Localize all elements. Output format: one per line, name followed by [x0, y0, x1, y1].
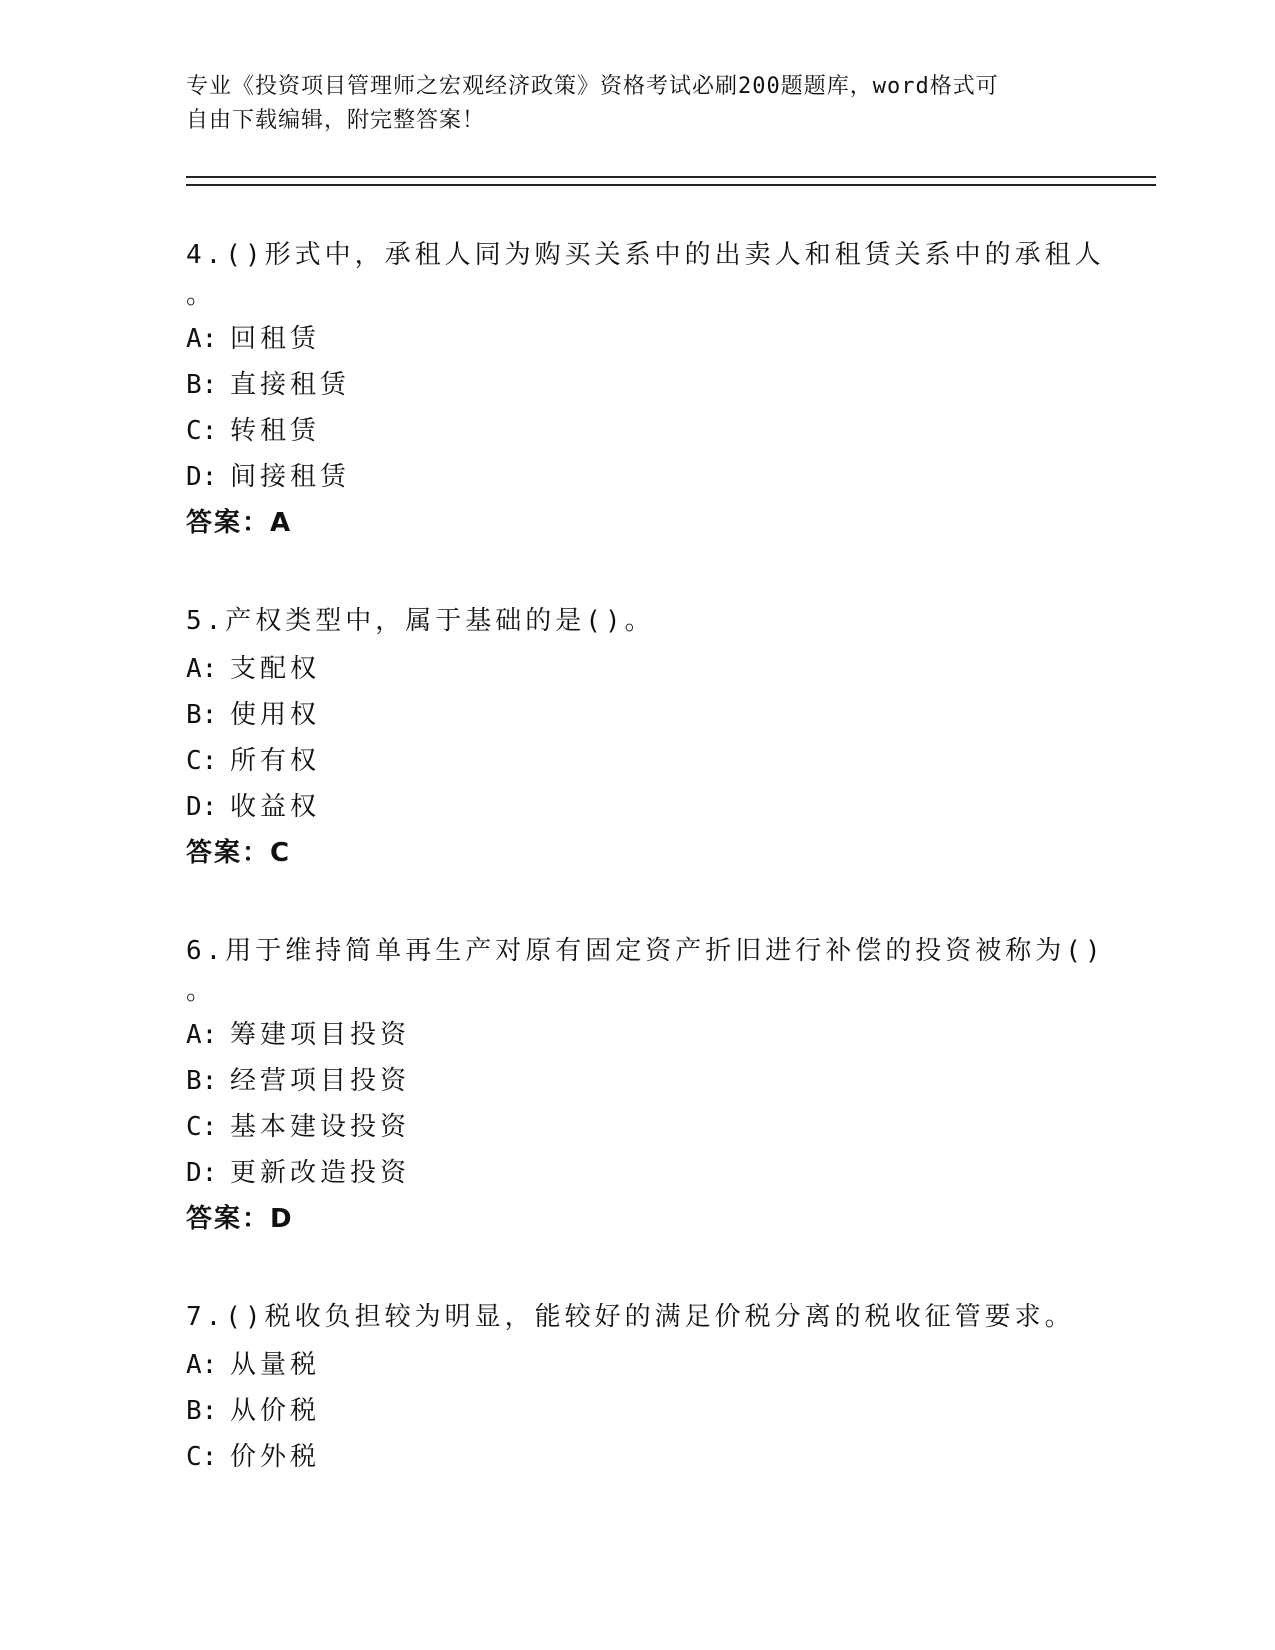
option-b — [186, 362, 1156, 408]
document-page — [186, 70, 1156, 1530]
option-key: A: — [186, 654, 218, 684]
document-header — [186, 70, 1066, 138]
answer-line: 答案：D — [186, 1204, 294, 1234]
option-text: 更新改造投资 — [230, 1158, 411, 1188]
question-stem-line-1: 4.()形式中，承租人同为购买关系中的出卖人和租赁关系中的承租人 — [186, 240, 1105, 270]
question-stem-line-1: 5.产权类型中，属于基础的是()。 — [186, 606, 655, 636]
header-divider — [186, 176, 1156, 186]
option-key: D: — [186, 792, 218, 822]
option-c — [186, 1104, 1156, 1150]
option-text: 转租赁 — [230, 416, 321, 446]
option-key: A: — [186, 1020, 218, 1050]
option-a — [186, 1012, 1156, 1058]
option-text: 收益权 — [230, 792, 321, 822]
option-key: C: — [186, 1442, 218, 1472]
question-6 — [186, 926, 1156, 1242]
option-text: 间接租赁 — [230, 462, 351, 492]
option-text: 直接租赁 — [230, 370, 351, 400]
question-list — [186, 230, 1156, 1480]
option-key: D: — [186, 1158, 218, 1188]
option-key: C: — [186, 1112, 218, 1142]
option-key: B: — [186, 1396, 218, 1426]
header-line-1: 专业《投资项目管理师之宏观经济政策》资格考试必刷200题题库，word格式可 — [186, 74, 999, 99]
option-key: A: — [186, 324, 218, 354]
answer-line: 答案：C — [186, 838, 292, 868]
option-b — [186, 1058, 1156, 1104]
option-text: 支配权 — [230, 654, 321, 684]
option-text: 价外税 — [230, 1442, 321, 1472]
question-stem-line-1: 6.用于维持简单再生产对原有固定资产折旧进行补偿的投资被称为() — [186, 936, 1105, 966]
option-a — [186, 646, 1156, 692]
question-stem — [186, 926, 1105, 1012]
option-key: B: — [186, 370, 218, 400]
question-stem — [186, 596, 1066, 646]
question-stem-line-2: 。 — [186, 280, 217, 310]
option-text: 从价税 — [230, 1396, 321, 1426]
option-key: C: — [186, 746, 218, 776]
question-stem-line-2: 。 — [186, 976, 217, 1006]
option-a — [186, 1342, 1156, 1388]
option-text: 回租赁 — [230, 324, 321, 354]
option-a — [186, 316, 1156, 362]
option-d — [186, 454, 1156, 500]
question-4 — [186, 230, 1156, 546]
option-c — [186, 408, 1156, 454]
option-text: 基本建设投资 — [230, 1112, 411, 1142]
option-text: 从量税 — [230, 1350, 321, 1380]
option-c — [186, 1434, 1156, 1480]
option-text: 所有权 — [230, 746, 321, 776]
option-b — [186, 1388, 1156, 1434]
option-d — [186, 1150, 1156, 1196]
option-key: B: — [186, 1066, 218, 1096]
option-key: D: — [186, 462, 218, 492]
option-key: C: — [186, 416, 218, 446]
option-b — [186, 692, 1156, 738]
header-line-2: 自由下载编辑，附完整答案！ — [186, 108, 486, 133]
option-c — [186, 738, 1156, 784]
question-stem — [186, 1292, 1075, 1342]
question-stem-line-1: 7.()税收负担较为明显，能较好的满足价税分离的税收征管要求。 — [186, 1302, 1075, 1332]
answer-line: 答案：A — [186, 508, 293, 538]
option-key: B: — [186, 700, 218, 730]
option-d — [186, 784, 1156, 830]
question-stem — [186, 230, 1105, 316]
option-text: 筹建项目投资 — [230, 1020, 411, 1050]
question-5 — [186, 596, 1156, 876]
option-text: 经营项目投资 — [230, 1066, 411, 1096]
option-key: A: — [186, 1350, 218, 1380]
question-7 — [186, 1292, 1156, 1480]
option-text: 使用权 — [230, 700, 321, 730]
